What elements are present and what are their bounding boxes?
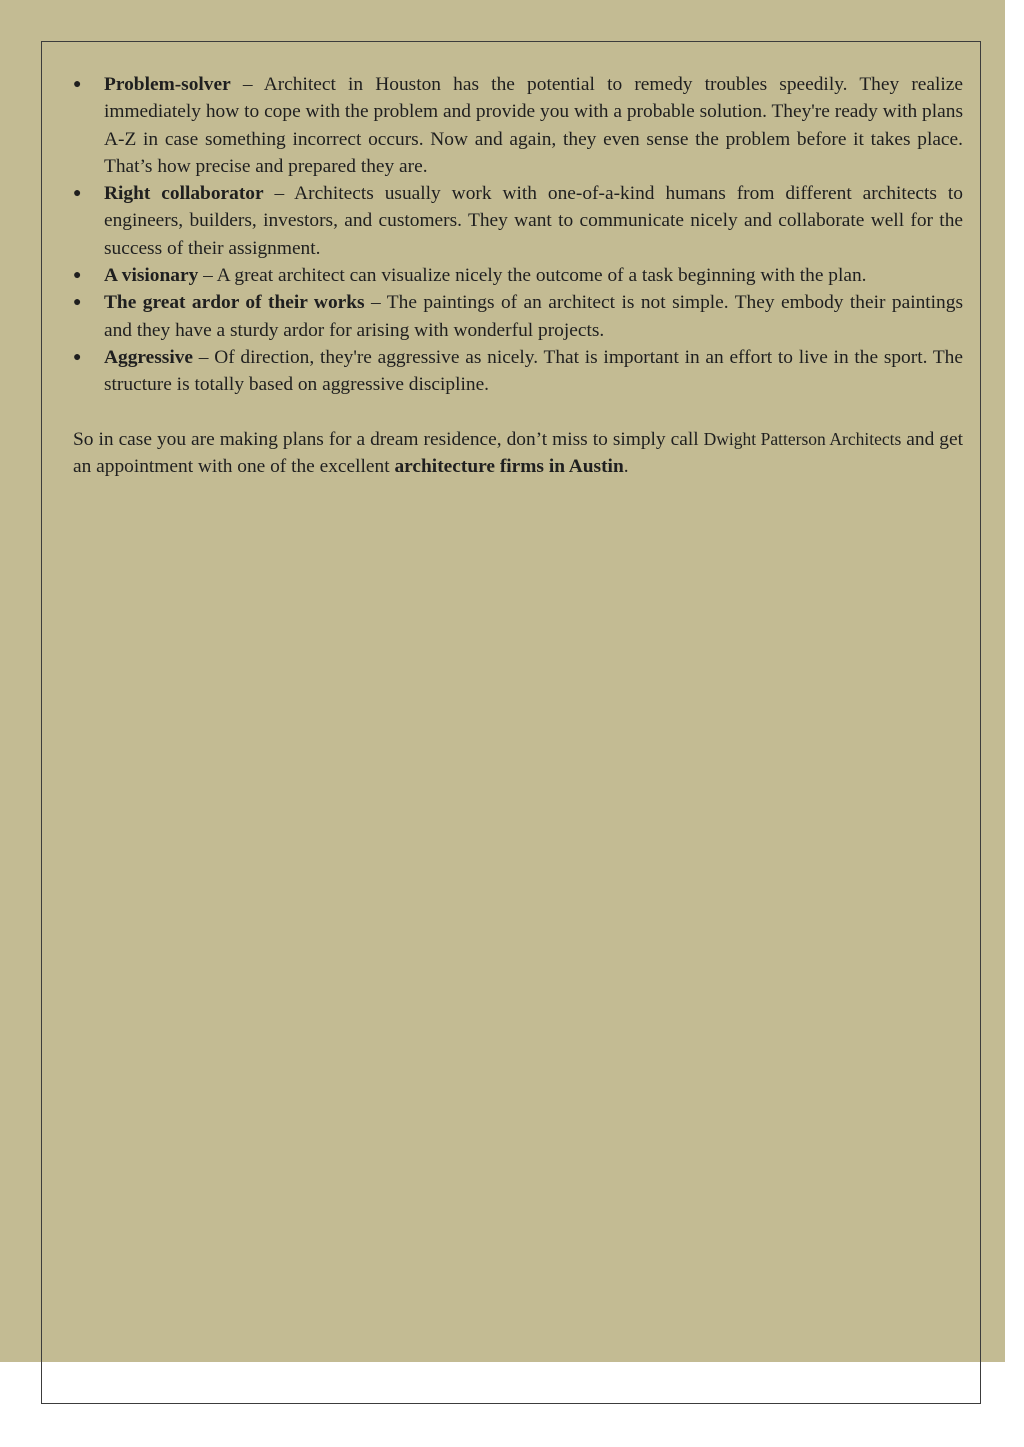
firm-name: Dwight Patterson Architects <box>703 428 902 449</box>
list-item-text: – Of direction, they're aggressive as nicely. That is important in an effort to live in the sport. The structure is totally based on aggressive discipline. <box>104 346 963 396</box>
list-item-term: A visionary <box>104 265 199 287</box>
bullet-icon: ● <box>73 268 82 284</box>
qualities-list <box>73 71 963 399</box>
list-item-text: – Architect in Houston has the potential to remedy troubles speedily. They realize immediately how to cope with the problem and provide you with a probable solution. They're ready with plans A-Z in case something incorrect occurs. Now and again, they even sense the problem before it takes place. That’s how precise and prepared they are. <box>104 74 963 177</box>
list-item-text: – Architects usually work with one-of-a-kind humans from different architects to engineers, builders, investors, and customers. They want to communicate nicely and collaborate well for the success of their assignment. <box>104 183 963 259</box>
bullet-icon: ● <box>73 77 82 92</box>
closing-text-after: . <box>623 455 629 477</box>
firms-phrase: architecture firms in Austin <box>394 455 624 477</box>
list-item-term: Right collaborator <box>104 183 264 205</box>
list-item-term: The great ardor of their works <box>104 292 365 314</box>
list-item <box>73 344 963 399</box>
bullet-icon: ● <box>73 349 82 365</box>
bullet-icon: ● <box>73 295 82 311</box>
list-item <box>73 289 963 344</box>
closing-text-middle: and get an appointment with one of the excellent <box>73 428 963 477</box>
list-item <box>73 180 963 262</box>
list-item-text: – A great architect can visualize nicely the outcome of a task beginning with the plan. <box>198 265 867 287</box>
closing-paragraph <box>73 426 963 481</box>
list-item <box>73 262 963 289</box>
closing-text-before: So in case you are making plans for a dream residence, don’t miss to simply call <box>73 428 704 450</box>
list-item-term: Problem-solver <box>104 74 231 95</box>
list-item-term: Aggressive <box>104 346 194 368</box>
bullet-icon: ● <box>73 186 82 202</box>
document-content <box>73 71 963 480</box>
list-item-text: – The paintings of an architect is not simple. They embody their paintings and they have a sturdy ardor for arising with wonderful projects. <box>104 292 963 341</box>
list-item <box>73 71 963 180</box>
